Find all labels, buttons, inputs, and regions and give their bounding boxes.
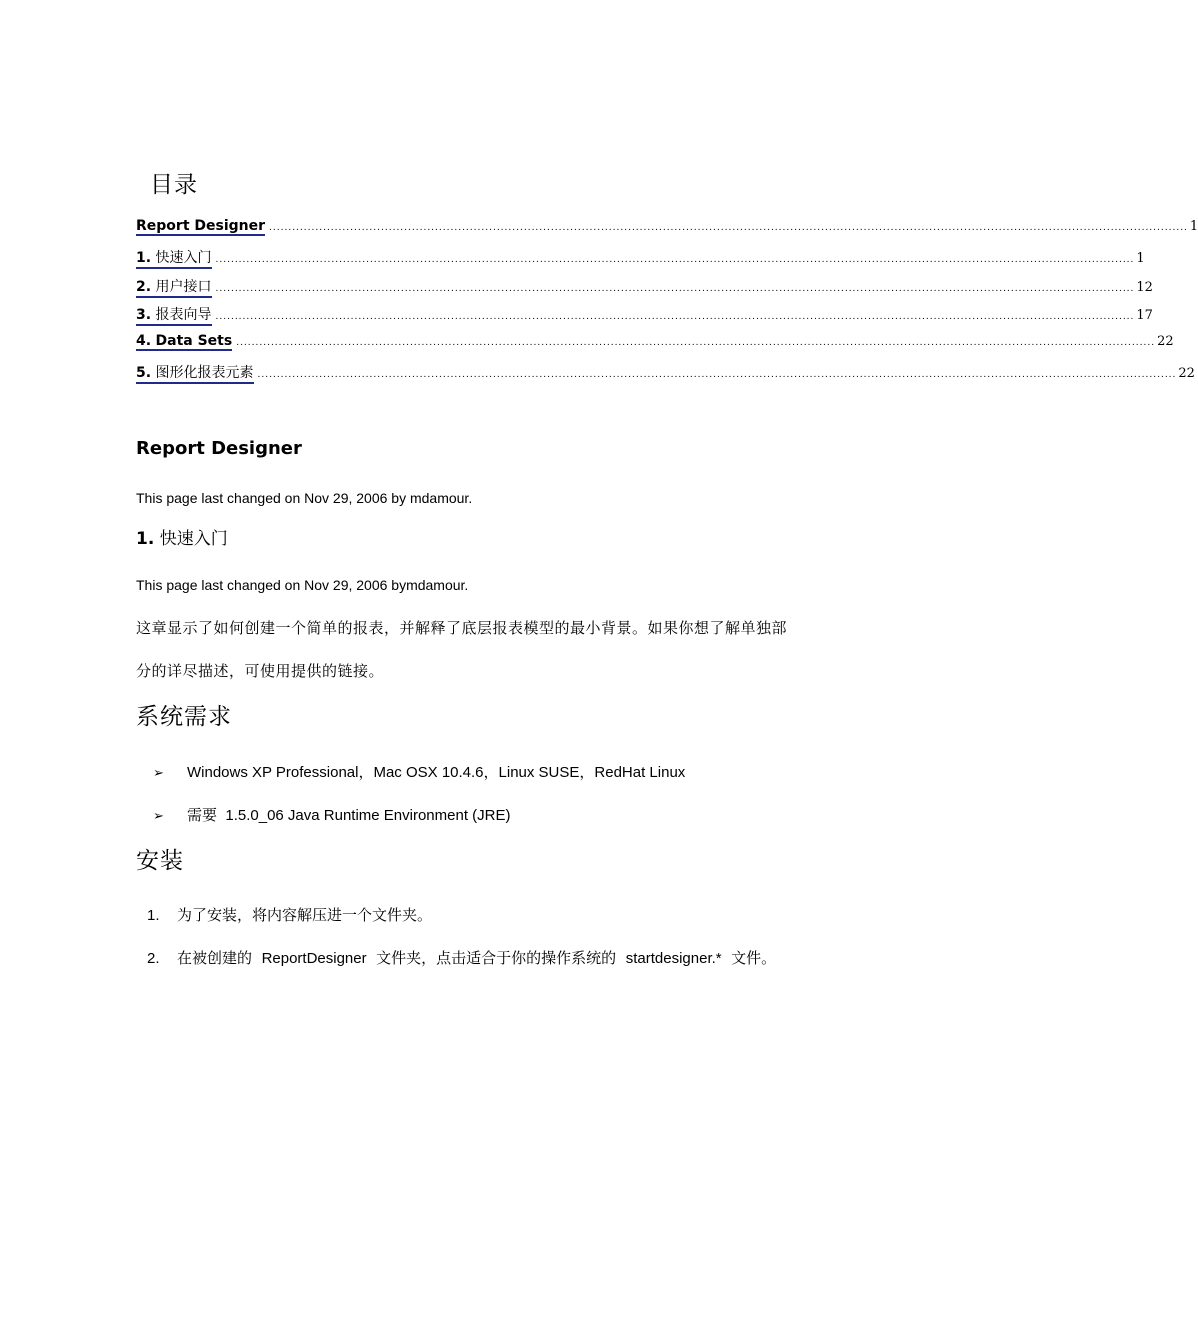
last-changed-note: This page last changed on Nov 29, 2006 bymdamour. [136,577,469,593]
table-of-contents [136,218,1198,391]
intro-paragraph-line: 分的详尽描述，可使用提供的链接。 [136,662,385,680]
toc-leader: .............................................................................................................................................................................................................................................. [269,223,1188,233]
toc-page-number: 17 [1136,308,1153,324]
step-text: 文件。 [731,949,777,967]
requirement-item [153,804,511,825]
step-number: 2. [147,950,160,967]
folder-name: ReportDesigner [261,950,367,967]
toc-page-number: 1 [1189,219,1198,234]
toc-leader: .............................................................................................................................................................................................................................................. [215,283,1135,294]
file-name: startdesigner.* [625,950,722,967]
requirement-text: Windows XP Professional，Mac OSX 10.4.6，Linux SUSE，RedHat Linux [187,764,686,781]
toc-entry-label: 报表向导 [155,307,212,324]
arrow-bullet-icon: ➢ [153,809,164,824]
toc-entry-label: 图形化报表元素 [155,364,254,381]
toc-entry-label: Report Designer [136,218,266,234]
step-text: 文件夹，点击适合于你的操作系统的 [376,949,617,967]
section-heading-quick-start [136,524,228,549]
toc-link-report-designer[interactable] [136,218,265,236]
toc-entry [136,304,1153,333]
toc-entry [136,218,1198,247]
toc-link-report-wizard[interactable] [136,304,212,326]
step-text: 在被创建的 [177,949,253,967]
toc-entry-label: 快速入门 [155,249,212,266]
toc-entry-label: Data Sets [155,333,233,350]
toc-entry-number: 5. [136,364,152,381]
toc-entry [136,247,1145,276]
requirement-item [153,761,685,782]
toc-entry-number: 4. [136,333,152,350]
toc-page-number: 22 [1178,365,1195,381]
toc-title: 目录 [150,172,198,198]
toc-leader: .............................................................................................................................................................................................................................................. [215,312,1135,323]
toc-entry [136,333,1174,362]
toc-link-user-interface[interactable] [136,276,212,298]
toc-leader: .............................................................................................................................................................................................................................................. [236,338,1156,349]
toc-entry-number: 2. [136,278,152,295]
toc-page-number: 22 [1157,334,1174,350]
section-title: 快速入门 [159,529,228,549]
toc-link-data-sets[interactable] [136,333,232,351]
toc-entry [136,276,1153,305]
install-step [147,904,432,925]
toc-entry-number: 1. [136,249,152,266]
toc-leader: .............................................................................................................................................................................................................................................. [215,254,1135,265]
step-number: 1. [147,907,160,924]
toc-link-quick-start[interactable] [136,247,212,269]
toc-link-graphic-elements[interactable] [136,362,254,384]
install-heading: 安装 [136,848,184,874]
document-title: Report Designer [136,438,302,459]
toc-entry-label: 用户接口 [155,278,212,295]
toc-page-number: 12 [1136,279,1153,295]
requirements-heading: 系统需求 [136,704,232,730]
arrow-bullet-icon: ➢ [153,766,164,781]
requirement-prefix: 需要 [187,806,218,824]
toc-page-number: 1 [1136,250,1145,266]
last-changed-note: This page last changed on Nov 29, 2006 by mdamour. [136,490,473,506]
requirement-text: 1.5.0_06 Java Runtime Environment (JRE) [225,807,511,824]
section-number: 1. [136,529,155,549]
intro-paragraph-line: 这章显示了如何创建一个简单的报表，并解释了底层报表模型的最小背景。如果你想了解单独部 [136,619,788,637]
toc-entry-number: 3. [136,307,152,324]
toc-entry [136,362,1195,391]
toc-leader: .............................................................................................................................................................................................................................................. [257,369,1177,380]
step-text: 为了安装，将内容解压进一个文件夹。 [177,906,433,924]
install-step [147,947,776,968]
